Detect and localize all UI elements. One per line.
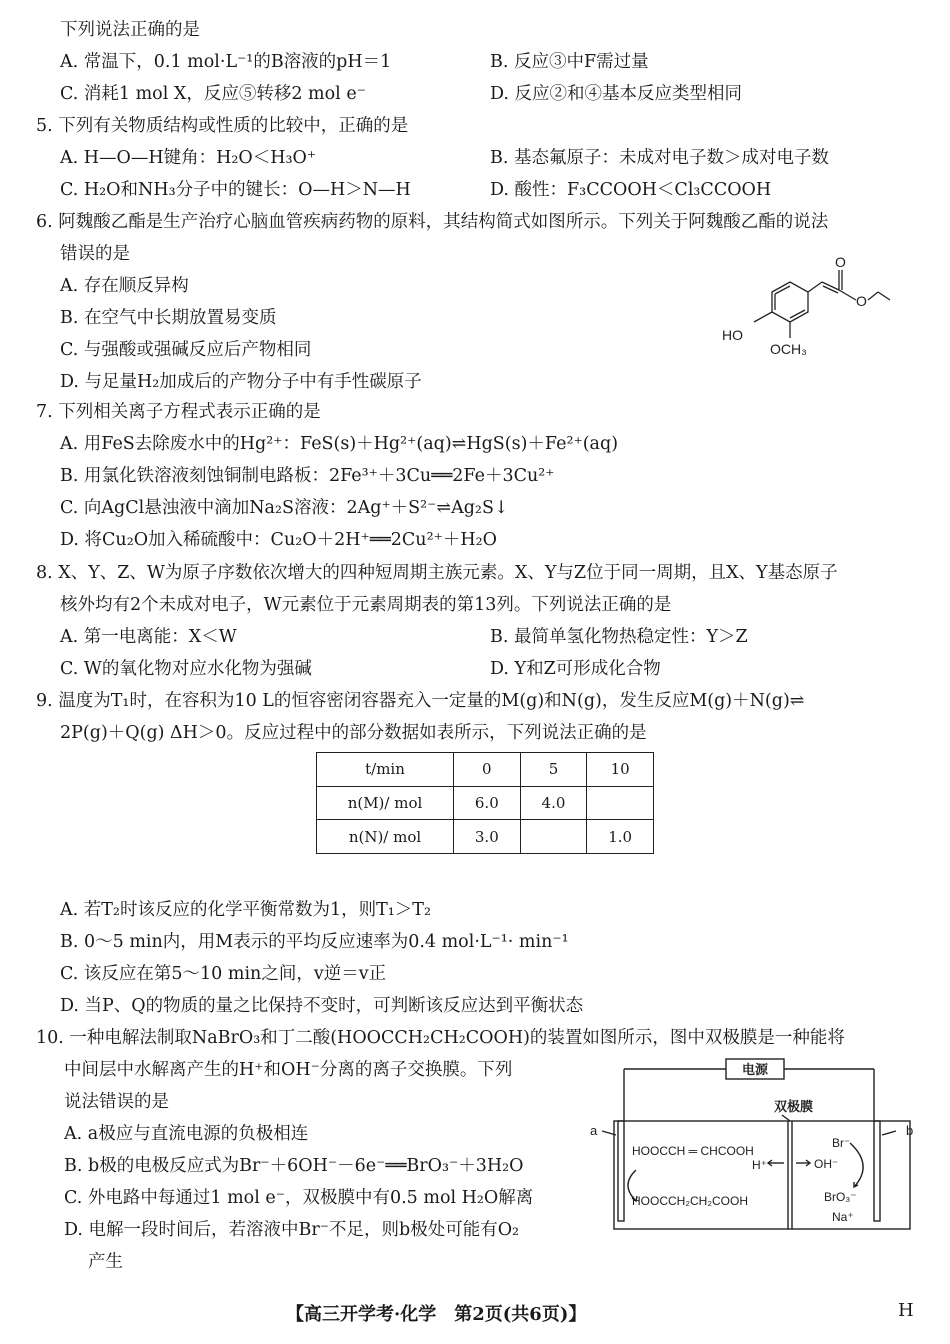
oh-minus-label: OH⁻ xyxy=(814,1157,839,1171)
table-header-row xyxy=(317,753,654,787)
q9-stem-line1: 9. 温度为T₁时，在容积为10 L的恒容密闭容器充入一定量的M(g)和N(g)，发生反应M(g)＋N(g)⇌ xyxy=(36,691,805,711)
q4-option-d: D. 反应②和④基本反应类型相同 xyxy=(490,84,743,104)
table-header-cell: 0 xyxy=(454,753,521,787)
q10-stem-line3: 说法错误的是 xyxy=(64,1092,169,1112)
q8-option-b: B. 最简单氢化物热稳定性：Y＞Z xyxy=(490,627,748,647)
electrolysis-diagram xyxy=(588,1055,920,1233)
q5-option-d: D. 酸性：F₃CCOOH＜Cl₃CCOOH xyxy=(490,180,772,200)
q6-stem-line2: 错误的是 xyxy=(60,244,130,264)
table-cell xyxy=(587,786,654,820)
q4-stem: 下列说法正确的是 xyxy=(60,20,200,40)
ethyl-ferulate-structure xyxy=(712,248,892,363)
q7-option-d: D. 将Cu₂O加入稀硫酸中：Cu₂O＋2H⁺══2Cu²⁺＋H₂O xyxy=(60,530,497,550)
q5-option-b: B. 基态氟原子：未成对电子数＞成对电子数 xyxy=(490,148,829,168)
q10-option-b: B. b极的电极反应式为Br⁻＋6OH⁻－6e⁻══BrO₃⁻＋3H₂O xyxy=(64,1156,524,1176)
electrode-a-label: a xyxy=(590,1123,598,1138)
table-header-cell: t/min xyxy=(317,753,454,787)
table-cell: 4.0 xyxy=(520,786,587,820)
q8-option-d: D. Y和Z可形成化合物 xyxy=(490,659,661,679)
table-row xyxy=(317,786,654,820)
sodium-ion-label: Na⁺ xyxy=(832,1210,854,1224)
q7-stem: 7. 下列相关离子方程式表示正确的是 xyxy=(36,402,321,422)
q10-option-d-line2: 产生 xyxy=(88,1252,123,1272)
q9-option-d: D. 当P、Q的物质的量之比保持不变时，可判断该反应达到平衡状态 xyxy=(60,996,584,1016)
table-row xyxy=(317,820,654,854)
q9-option-c: C. 该反应在第5～10 min之间，v逆＝v正 xyxy=(60,964,387,984)
bromide-label: Br⁻ xyxy=(832,1136,851,1150)
table-cell xyxy=(520,820,587,854)
q7-option-b: B. 用氯化铁溶液刻蚀铜制电路板：2Fe³⁺＋3Cu══2Fe＋3Cu²⁺ xyxy=(60,466,555,486)
q4-option-c: C. 消耗1 mol X，反应⑤转移2 mol e⁻ xyxy=(60,84,366,104)
q9-stem-line2: 2P(g)＋Q(g) ΔH＞0。反应过程中的部分数据如表所示，下列说法正确的是 xyxy=(60,723,647,743)
membrane-label: 双极膜 xyxy=(774,1099,814,1114)
table-header-cell: 5 xyxy=(520,753,587,787)
electrode-b-label: b xyxy=(906,1123,914,1138)
q6-option-a: A. 存在顺反异构 xyxy=(60,276,189,296)
q8-option-c: C. W的氧化物对应水化物为强碱 xyxy=(60,659,312,679)
table-cell: n(N)/ mol xyxy=(317,820,454,854)
q6-option-d: D. 与足量H₂加成后的产物分子中有手性碳原子 xyxy=(60,372,422,392)
structure-ho: HO xyxy=(722,327,743,343)
table-cell: n(M)/ mol xyxy=(317,786,454,820)
q7-option-a: A. 用FeS去除废水中的Hg²⁺：FeS(s)＋Hg²⁺(aq)⇌HgS(s)＋Fe²⁺(aq) xyxy=(60,434,619,454)
q9-option-b: B. 0～5 min内，用M表示的平均反应速率为0.4 mol·L⁻¹· min⁻¹ xyxy=(60,932,569,952)
q4-option-b: B. 反应③中F需过量 xyxy=(490,52,649,72)
page-footer: 【高三开学考·化学 第2页(共6页)】 xyxy=(286,1304,587,1325)
q6-stem-line1: 6. 阿魏酸乙酯是生产治疗心脑血管疾病药物的原料，其结构简式如图所示。下列关于阿魏酸乙酯的说法 xyxy=(36,212,829,232)
structure-o-ester: O xyxy=(856,293,867,309)
maleic-acid-label: HOOCCH ═ CHCOOH xyxy=(632,1144,754,1158)
q10-option-a: A. a极应与直流电源的负极相连 xyxy=(64,1124,309,1144)
q5-option-c: C. H₂O和NH₃分子中的键长：O—H＞N—H xyxy=(60,180,411,200)
q9-data-table xyxy=(316,752,654,854)
table-cell: 3.0 xyxy=(454,820,521,854)
structure-och3: OCH₃ xyxy=(770,341,807,357)
table-header-cell: 10 xyxy=(587,753,654,787)
q10-option-c: C. 外电路中每通过1 mol e⁻，双极膜中有0.5 mol H₂O解离 xyxy=(64,1188,534,1208)
q7-option-c: C. 向AgCl悬浊液中滴加Na₂S溶液：2Ag⁺＋S²⁻⇌Ag₂S↓ xyxy=(60,498,509,518)
q10-option-d-line1: D. 电解一段时间后，若溶液中Br⁻不足，则b极处可能有O₂ xyxy=(64,1220,520,1240)
q8-stem-line2: 核外均有2个未成对电子，W元素位于元素周期表的第13列。下列说法正确的是 xyxy=(60,595,672,615)
q4-option-a: A. 常温下，0.1 mol·L⁻¹的B溶液的pH＝1 xyxy=(60,52,392,72)
bromate-label: BrO₃⁻ xyxy=(824,1190,857,1204)
succinic-acid-label: HOOCCH₂CH₂COOH xyxy=(632,1194,748,1208)
q5-stem: 5. 下列有关物质结构或性质的比较中，正确的是 xyxy=(36,116,409,136)
q6-option-b: B. 在空气中长期放置易变质 xyxy=(60,308,277,328)
power-source-label: 电源 xyxy=(741,1062,769,1077)
table-cell: 1.0 xyxy=(587,820,654,854)
table-cell: 6.0 xyxy=(454,786,521,820)
q10-stem-line2: 中间层中水解离产生的H⁺和OH⁻分离的离子交换膜。下列 xyxy=(64,1060,513,1080)
q9-option-a: A. 若T₂时该反应的化学平衡常数为1，则T₁＞T₂ xyxy=(60,900,431,920)
q6-option-c: C. 与强酸或强碱反应后产物相同 xyxy=(60,340,312,360)
h-plus-label: H⁺ xyxy=(752,1158,767,1172)
q5-option-a: A. H—O—H键角：H₂O＜H₃O⁺ xyxy=(60,148,317,168)
version-letter: H xyxy=(898,1300,914,1321)
q8-option-a: A. 第一电离能：X＜W xyxy=(60,627,237,647)
structure-o-carbonyl: O xyxy=(835,254,846,270)
q10-stem-line1: 10. 一种电解法制取NaBrO₃和丁二酸(HOOCCH₂CH₂COOH)的装置如图所示，图中双极膜是一种能将 xyxy=(36,1028,845,1048)
q8-stem-line1: 8. X、Y、Z、W为原子序数依次增大的四种短周期主族元素。X、Y与Z位于同一周期，且X、Y基态原子 xyxy=(36,563,838,583)
